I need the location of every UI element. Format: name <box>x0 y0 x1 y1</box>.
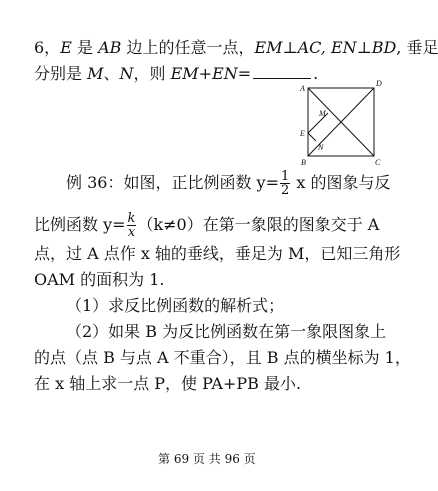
square-figure <box>293 78 383 170</box>
total-pages: 96 <box>224 452 240 466</box>
page-footer: 第 69 页 共 96 页 <box>158 452 256 466</box>
label-n: N <box>318 143 324 152</box>
example36-line1: 例 36：如图，正比例函数 y= $\frac{1}{2}$ x 的图象与反 <box>66 169 391 198</box>
label-e: E <box>300 129 305 138</box>
label-d: D <box>376 79 382 88</box>
page-number: 69 <box>173 452 190 466</box>
question-1: （1）求反比例函数的解析式； <box>66 296 285 315</box>
answer-blank <box>253 64 311 79</box>
question-2-line3: 在 x 轴上求一点 P，使 PA+PB 最小. <box>34 374 302 393</box>
example36-line4: OAM 的面积为 1. <box>34 270 165 289</box>
example36-line3: 点，过 A 点作 x 轴的垂线，垂足为 M，已知三角形 <box>34 244 401 263</box>
fraction-k-over-x: $\frac{k}{x}$ <box>127 211 136 240</box>
label-a: A <box>300 84 305 93</box>
label-b: B <box>301 158 306 167</box>
label-c: C <box>375 158 381 167</box>
question-2-line2: 的点（点 B 与点 A 不重合），且 B 点的横坐标为 1， <box>34 348 411 367</box>
example36-line2: 比例函数 y= $\frac{k}{x}$ （k≠0）在第一象限的图象交于 A <box>34 211 380 240</box>
fraction-one-half: $\frac{1}{2}$ <box>280 169 290 198</box>
problem6-line1: 6，E 是 AB 边上的任意一点，EM⊥AC, EN⊥BD, 垂足 <box>34 38 438 57</box>
problem6-line2: 分别是 M、N，则 EM+EN= . <box>34 64 319 83</box>
label-m: M <box>319 109 326 118</box>
question-2-line1: （2）如果 B 为反比例函数在第一象限图象上 <box>66 322 387 341</box>
segment-en <box>308 133 316 141</box>
